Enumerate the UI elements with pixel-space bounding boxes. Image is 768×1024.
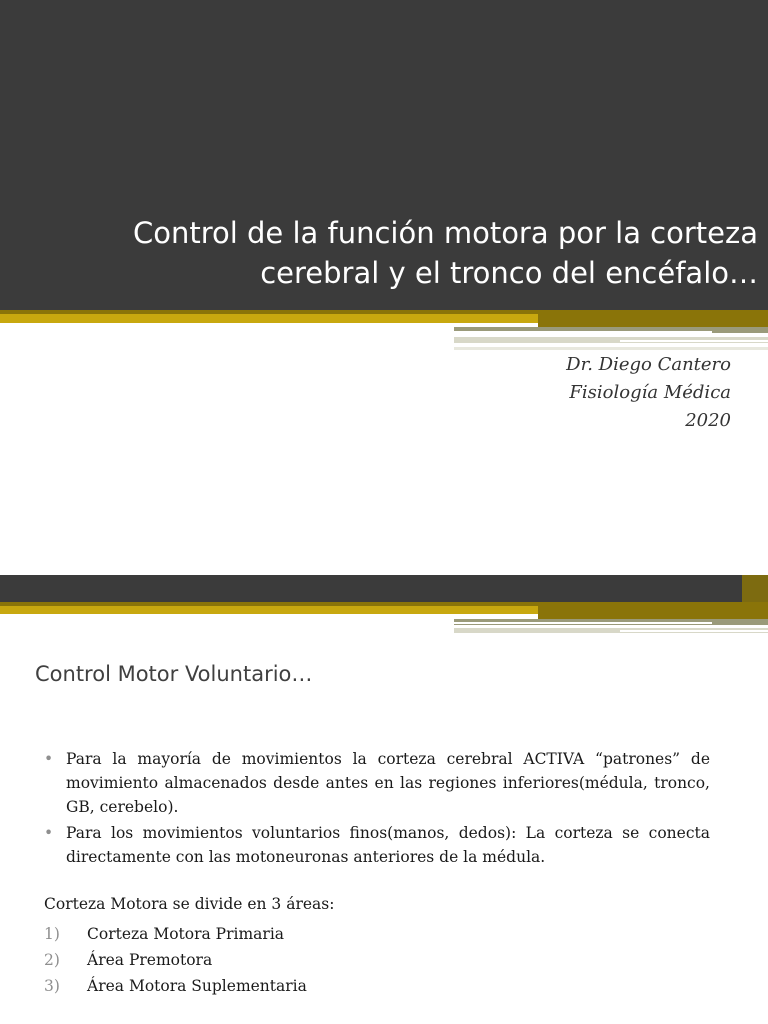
year: 2020 xyxy=(685,410,731,431)
list-item xyxy=(44,821,710,869)
bullet-text: Para los movimientos voluntarios finos(manos, dedos): La corteza se conecta directamente con las motoneuronas anteriores de la médula. xyxy=(66,824,710,866)
bullet-list xyxy=(44,747,710,871)
divider-stripe xyxy=(538,310,768,327)
slide-title-line2: cerebral y el tronco del encéfalo… xyxy=(260,256,758,290)
divider-stripe xyxy=(538,602,768,619)
corner-stripe xyxy=(742,575,768,602)
item-number: 3) xyxy=(44,977,60,995)
list-item xyxy=(44,921,307,947)
divider-stripe xyxy=(454,347,768,350)
divider-stripe xyxy=(620,340,768,342)
slide-title-line1: Control de la función motora por la corteza xyxy=(132,216,758,250)
author-name: Dr. Diego Cantero xyxy=(566,354,731,375)
divider-stripe xyxy=(454,331,712,333)
list-item xyxy=(44,747,710,819)
content-slide xyxy=(0,575,768,1024)
numbered-list xyxy=(44,921,307,999)
slide-title xyxy=(38,213,758,293)
slide-gap xyxy=(0,545,768,575)
header-band xyxy=(0,575,768,602)
item-number: 1) xyxy=(44,925,60,943)
item-label: Área Premotora xyxy=(87,951,213,969)
bullet-icon: • xyxy=(44,750,54,768)
bullet-icon: • xyxy=(44,824,54,842)
bullet-text: Para la mayoría de movimientos la corteza cerebral ACTIVA “patrones” de movimiento almacenados desde antes en las regiones inferiores(médula, tronco, GB, cerebelo). xyxy=(66,750,710,816)
item-label: Corteza Motora Primaria xyxy=(87,925,285,943)
section-title: Corteza Motora se divide en 3 áreas: xyxy=(44,895,335,913)
course-name: Fisiología Médica xyxy=(569,382,731,403)
item-label: Área Motora Suplementaria xyxy=(87,977,307,995)
item-number: 2) xyxy=(44,951,60,969)
slide-heading: Control Motor Voluntario… xyxy=(35,662,313,686)
list-item xyxy=(44,947,307,973)
slide-subtitle xyxy=(566,351,731,435)
divider-stripe xyxy=(620,630,768,632)
divider-stripe xyxy=(454,622,712,624)
list-item xyxy=(44,973,307,999)
